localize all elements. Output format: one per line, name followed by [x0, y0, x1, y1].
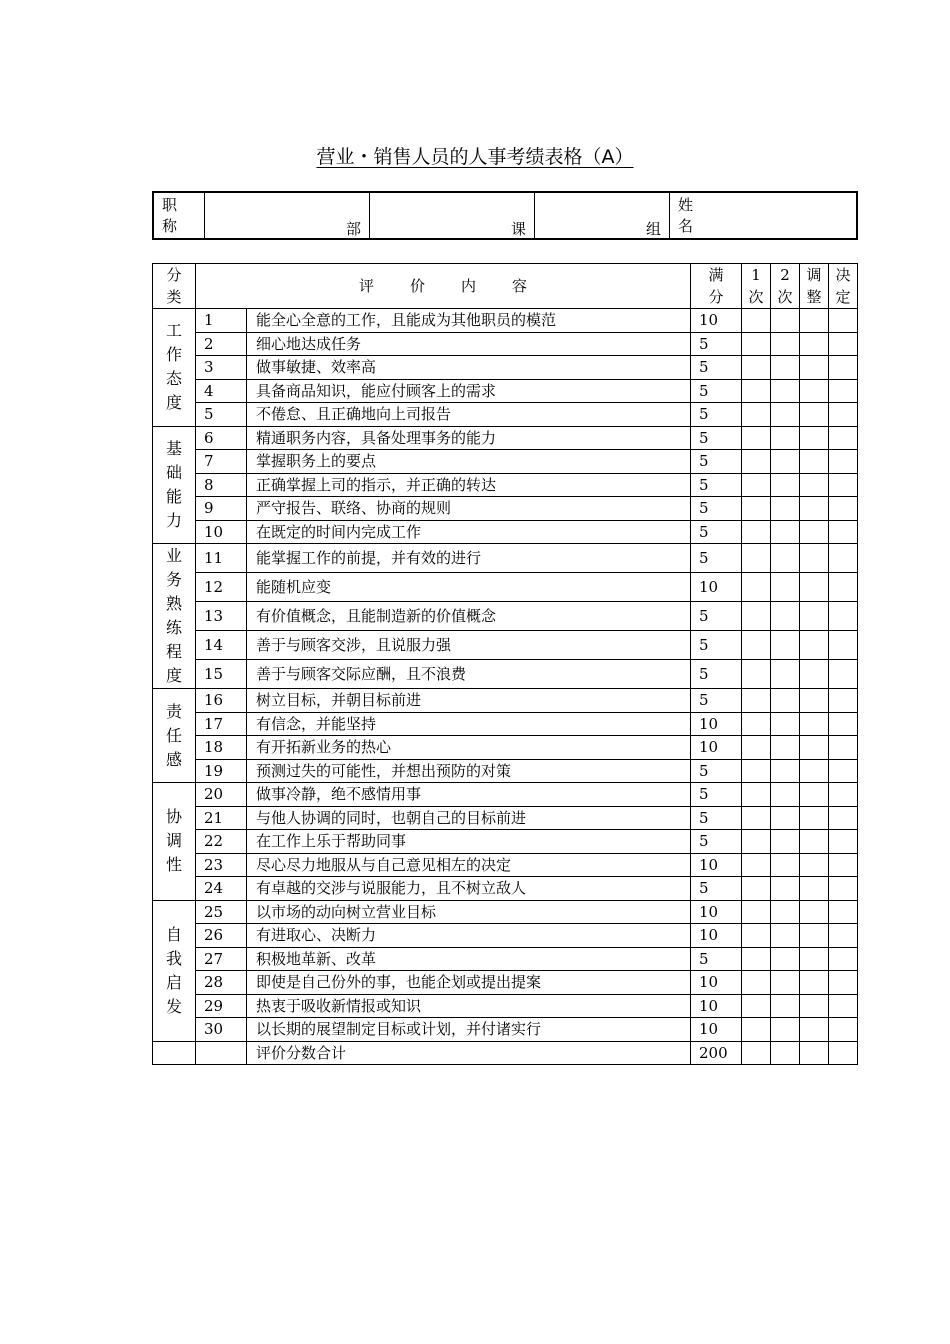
- table-row: [153, 450, 858, 474]
- table-row: [153, 689, 858, 713]
- score-adjust-cell[interactable]: [800, 1018, 829, 1042]
- item-full-score: 5: [691, 689, 742, 713]
- item-number: 20: [196, 783, 247, 807]
- score-first-cell[interactable]: [742, 971, 771, 995]
- category-cell: 基础能力: [153, 426, 196, 544]
- score-adjust-cell[interactable]: [800, 544, 829, 573]
- item-number: 25: [196, 900, 247, 924]
- score-adjust-cell[interactable]: [800, 971, 829, 995]
- item-full-score: 5: [691, 497, 742, 521]
- score-adjust-cell[interactable]: [800, 403, 829, 427]
- score-first-cell[interactable]: [742, 736, 771, 760]
- item-full-score: 5: [691, 473, 742, 497]
- score-adjust-cell[interactable]: [800, 830, 829, 854]
- item-full-score: 5: [691, 783, 742, 807]
- score-second-cell[interactable]: [771, 403, 800, 427]
- item-number: 24: [196, 877, 247, 901]
- employee-info-table: [152, 191, 858, 240]
- category-cell: 业务熟练程度: [153, 544, 196, 689]
- item-text: 有价值概念，且能制造新的价值概念: [247, 602, 691, 631]
- total-adjust-cell[interactable]: [800, 1041, 829, 1065]
- item-full-score: 10: [691, 924, 742, 948]
- score-adjust-cell[interactable]: [800, 900, 829, 924]
- score-first-cell[interactable]: [742, 830, 771, 854]
- score-adjust-cell[interactable]: [800, 520, 829, 544]
- score-first-cell[interactable]: [742, 877, 771, 901]
- score-decide-cell[interactable]: [829, 660, 858, 689]
- item-text: 不倦怠、且正确地向上司报告: [247, 403, 691, 427]
- item-full-score: 5: [691, 544, 742, 573]
- item-text: 善于与顾客交际应酬，且不浪费: [247, 660, 691, 689]
- score-decide-cell[interactable]: [829, 806, 858, 830]
- score-second-cell[interactable]: [771, 971, 800, 995]
- category-cell: 自我启发: [153, 900, 196, 1041]
- item-text: 能全心全意的工作，且能成为其他职员的模范: [247, 309, 691, 333]
- score-second-cell[interactable]: [771, 830, 800, 854]
- score-decide-cell[interactable]: [829, 853, 858, 877]
- table-row: [153, 947, 858, 971]
- score-first-cell[interactable]: [742, 332, 771, 356]
- total-decide-cell[interactable]: [829, 1041, 858, 1065]
- item-text: 尽心尽力地服从与自己意见相左的决定: [247, 853, 691, 877]
- item-number: 23: [196, 853, 247, 877]
- score-first-cell[interactable]: [742, 924, 771, 948]
- item-text: 正确掌握上司的指示，并正确的转达: [247, 473, 691, 497]
- score-decide-cell[interactable]: [829, 783, 858, 807]
- item-full-score: 5: [691, 379, 742, 403]
- score-first-cell[interactable]: [742, 631, 771, 660]
- group-label: 组: [645, 220, 661, 238]
- score-first-cell[interactable]: [742, 426, 771, 450]
- item-number: 12: [196, 573, 247, 602]
- score-second-cell[interactable]: [771, 660, 800, 689]
- score-decide-cell[interactable]: [829, 712, 858, 736]
- total-empty-cell: [153, 1041, 196, 1065]
- item-text: 有开拓新业务的热心: [247, 736, 691, 760]
- table-row: [153, 900, 858, 924]
- score-adjust-cell[interactable]: [800, 473, 829, 497]
- item-number: 6: [196, 426, 247, 450]
- score-adjust-cell[interactable]: [800, 497, 829, 521]
- category-cell: 协调性: [153, 783, 196, 901]
- item-text: 有进取心、决断力: [247, 924, 691, 948]
- item-number: 10: [196, 520, 247, 544]
- item-full-score: 10: [691, 900, 742, 924]
- score-adjust-cell[interactable]: [800, 660, 829, 689]
- name-field[interactable]: [670, 192, 858, 239]
- score-first-cell[interactable]: [742, 602, 771, 631]
- score-second-cell[interactable]: [771, 426, 800, 450]
- table-row: [153, 1018, 858, 1042]
- score-first-cell[interactable]: [742, 356, 771, 380]
- score-second-cell[interactable]: [771, 736, 800, 760]
- score-second-cell[interactable]: [771, 900, 800, 924]
- score-decide-cell[interactable]: [829, 947, 858, 971]
- score-first-cell[interactable]: [742, 403, 771, 427]
- score-first-cell[interactable]: [742, 1018, 771, 1042]
- item-full-score: 5: [691, 877, 742, 901]
- score-first-cell[interactable]: [742, 379, 771, 403]
- item-number: 30: [196, 1018, 247, 1042]
- score-first-cell[interactable]: [742, 473, 771, 497]
- score-decide-cell[interactable]: [829, 602, 858, 631]
- item-text: 细心地达成任务: [247, 332, 691, 356]
- score-adjust-cell[interactable]: [800, 573, 829, 602]
- score-decide-cell[interactable]: [829, 971, 858, 995]
- score-second-cell[interactable]: [771, 712, 800, 736]
- score-decide-cell[interactable]: [829, 497, 858, 521]
- score-first-cell[interactable]: [742, 497, 771, 521]
- item-full-score: 5: [691, 759, 742, 783]
- score-second-cell[interactable]: [771, 631, 800, 660]
- score-decide-cell[interactable]: [829, 1018, 858, 1042]
- item-full-score: 5: [691, 450, 742, 474]
- score-decide-cell[interactable]: [829, 631, 858, 660]
- score-first-cell[interactable]: [742, 660, 771, 689]
- item-text: 以市场的动向树立营业目标: [247, 900, 691, 924]
- score-decide-cell[interactable]: [829, 332, 858, 356]
- score-adjust-cell[interactable]: [800, 994, 829, 1018]
- item-full-score: 10: [691, 971, 742, 995]
- score-second-cell[interactable]: [771, 473, 800, 497]
- category-cell: 责任感: [153, 689, 196, 783]
- item-number: 19: [196, 759, 247, 783]
- score-second-cell[interactable]: [771, 806, 800, 830]
- score-adjust-cell[interactable]: [800, 759, 829, 783]
- table-row: [153, 573, 858, 602]
- score-decide-cell[interactable]: [829, 689, 858, 713]
- table-row: [153, 783, 858, 807]
- score-second-cell[interactable]: [771, 994, 800, 1018]
- score-first-cell[interactable]: [742, 900, 771, 924]
- item-text: 能掌握工作的前提，并有效的进行: [247, 544, 691, 573]
- col-category: 分类: [153, 264, 196, 309]
- evaluation-table: [152, 263, 858, 1065]
- total-row: [153, 1041, 858, 1065]
- total-second-cell[interactable]: [771, 1041, 800, 1065]
- score-second-cell[interactable]: [771, 309, 800, 333]
- score-adjust-cell[interactable]: [800, 426, 829, 450]
- score-second-cell[interactable]: [771, 853, 800, 877]
- item-full-score: 5: [691, 631, 742, 660]
- item-number: 15: [196, 660, 247, 689]
- table-row: [153, 602, 858, 631]
- table-row: [153, 759, 858, 783]
- score-second-cell[interactable]: [771, 947, 800, 971]
- score-second-cell[interactable]: [771, 332, 800, 356]
- score-adjust-cell[interactable]: [800, 712, 829, 736]
- item-full-score: 5: [691, 602, 742, 631]
- total-first-cell[interactable]: [742, 1041, 771, 1065]
- section-label: 课: [510, 220, 526, 238]
- item-full-score: 10: [691, 853, 742, 877]
- table-header-row: [153, 264, 858, 309]
- group-field[interactable]: [535, 192, 670, 239]
- score-decide-cell[interactable]: [829, 924, 858, 948]
- table-row: [153, 426, 858, 450]
- item-number: 27: [196, 947, 247, 971]
- table-row: [153, 520, 858, 544]
- position-label: 职称: [153, 192, 205, 239]
- item-number: 1: [196, 309, 247, 333]
- item-number: 4: [196, 379, 247, 403]
- score-first-cell[interactable]: [742, 759, 771, 783]
- item-full-score: 10: [691, 1018, 742, 1042]
- item-number: 17: [196, 712, 247, 736]
- table-row: [153, 356, 858, 380]
- score-adjust-cell[interactable]: [800, 332, 829, 356]
- item-number: 11: [196, 544, 247, 573]
- item-full-score: 5: [691, 403, 742, 427]
- score-first-cell[interactable]: [742, 689, 771, 713]
- score-decide-cell[interactable]: [829, 736, 858, 760]
- total-empty-cell: [196, 1041, 247, 1065]
- col-first: 1次: [742, 264, 771, 309]
- item-text: 掌握职务上的要点: [247, 450, 691, 474]
- score-second-cell[interactable]: [771, 520, 800, 544]
- page-title: 营业・销售人员的人事考绩表格（A）: [316, 146, 634, 168]
- item-number: 18: [196, 736, 247, 760]
- col-full: 满分: [691, 264, 742, 309]
- item-text: 在工作上乐于帮助同事: [247, 830, 691, 854]
- col-adjust: 调整: [800, 264, 829, 309]
- table-row: [153, 712, 858, 736]
- table-row: [153, 309, 858, 333]
- item-text: 做事敏捷、效率高: [247, 356, 691, 380]
- item-text: 有卓越的交涉与说服能力，且不树立敌人: [247, 877, 691, 901]
- score-adjust-cell[interactable]: [800, 853, 829, 877]
- table-row: [153, 853, 858, 877]
- item-text: 精通职务内容，具备处理事务的能力: [247, 426, 691, 450]
- item-text: 即使是自己份外的事，也能企划或提出提案: [247, 971, 691, 995]
- score-adjust-cell[interactable]: [800, 631, 829, 660]
- item-number: 2: [196, 332, 247, 356]
- table-row: [153, 806, 858, 830]
- table-row: [153, 736, 858, 760]
- table-row: [153, 544, 858, 573]
- item-text: 善于与顾客交涉，且说服力强: [247, 631, 691, 660]
- score-first-cell[interactable]: [742, 712, 771, 736]
- score-second-cell[interactable]: [771, 573, 800, 602]
- score-first-cell[interactable]: [742, 450, 771, 474]
- score-decide-cell[interactable]: [829, 900, 858, 924]
- item-text: 预测过失的可能性，并想出预防的对策: [247, 759, 691, 783]
- score-adjust-cell[interactable]: [800, 379, 829, 403]
- item-number: 16: [196, 689, 247, 713]
- score-second-cell[interactable]: [771, 497, 800, 521]
- item-full-score: 5: [691, 426, 742, 450]
- score-first-cell[interactable]: [742, 947, 771, 971]
- table-row: [153, 877, 858, 901]
- score-decide-cell[interactable]: [829, 379, 858, 403]
- score-adjust-cell[interactable]: [800, 806, 829, 830]
- name-label: 姓名: [678, 195, 694, 235]
- item-number: 3: [196, 356, 247, 380]
- item-number: 7: [196, 450, 247, 474]
- score-first-cell[interactable]: [742, 806, 771, 830]
- score-decide-cell[interactable]: [829, 403, 858, 427]
- item-text: 热衷于吸收新情报或知识: [247, 994, 691, 1018]
- section-field[interactable]: [370, 192, 535, 239]
- score-adjust-cell[interactable]: [800, 924, 829, 948]
- table-row: [153, 830, 858, 854]
- score-decide-cell[interactable]: [829, 450, 858, 474]
- item-text: 做事冷静，绝不感情用事: [247, 783, 691, 807]
- table-row: [153, 403, 858, 427]
- score-second-cell[interactable]: [771, 379, 800, 403]
- col-decide: 决定: [829, 264, 858, 309]
- score-second-cell[interactable]: [771, 602, 800, 631]
- score-first-cell[interactable]: [742, 994, 771, 1018]
- item-text: 有信念，并能坚持: [247, 712, 691, 736]
- score-second-cell[interactable]: [771, 759, 800, 783]
- table-row: [153, 971, 858, 995]
- col-content: 评价内容: [196, 264, 691, 309]
- score-second-cell[interactable]: [771, 783, 800, 807]
- score-decide-cell[interactable]: [829, 544, 858, 573]
- score-second-cell[interactable]: [771, 1018, 800, 1042]
- item-full-score: 10: [691, 994, 742, 1018]
- score-adjust-cell[interactable]: [800, 783, 829, 807]
- table-row: [153, 497, 858, 521]
- table-row: [153, 660, 858, 689]
- item-full-score: 5: [691, 660, 742, 689]
- score-adjust-cell[interactable]: [800, 689, 829, 713]
- item-number: 14: [196, 631, 247, 660]
- score-first-cell[interactable]: [742, 544, 771, 573]
- table-row: [153, 924, 858, 948]
- item-number: 21: [196, 806, 247, 830]
- item-full-score: 5: [691, 806, 742, 830]
- item-text: 以长期的展望制定目标或计划，并付诸实行: [247, 1018, 691, 1042]
- score-decide-cell[interactable]: [829, 473, 858, 497]
- score-first-cell[interactable]: [742, 573, 771, 602]
- item-full-score: 5: [691, 332, 742, 356]
- category-cell: 工作态度: [153, 309, 196, 427]
- score-decide-cell[interactable]: [829, 309, 858, 333]
- item-number: 9: [196, 497, 247, 521]
- item-text: 能随机应变: [247, 573, 691, 602]
- score-adjust-cell[interactable]: [800, 356, 829, 380]
- item-text: 在既定的时间内完成工作: [247, 520, 691, 544]
- score-decide-cell[interactable]: [829, 426, 858, 450]
- table-row: [153, 994, 858, 1018]
- item-text: 具备商品知识，能应付顾客上的需求: [247, 379, 691, 403]
- item-number: 8: [196, 473, 247, 497]
- total-score: 200: [691, 1041, 742, 1065]
- score-second-cell[interactable]: [771, 450, 800, 474]
- score-adjust-cell[interactable]: [800, 309, 829, 333]
- table-row: [153, 379, 858, 403]
- score-decide-cell[interactable]: [829, 356, 858, 380]
- score-decide-cell[interactable]: [829, 520, 858, 544]
- col-second: 2次: [771, 264, 800, 309]
- score-second-cell[interactable]: [771, 924, 800, 948]
- score-decide-cell[interactable]: [829, 573, 858, 602]
- item-text: 树立目标，并朝目标前进: [247, 689, 691, 713]
- item-number: 26: [196, 924, 247, 948]
- item-number: 29: [196, 994, 247, 1018]
- item-full-score: 10: [691, 736, 742, 760]
- score-second-cell[interactable]: [771, 877, 800, 901]
- item-number: 28: [196, 971, 247, 995]
- item-text: 与他人协调的同时，也朝自己的目标前进: [247, 806, 691, 830]
- score-decide-cell[interactable]: [829, 994, 858, 1018]
- table-row: [153, 332, 858, 356]
- item-full-score: 10: [691, 712, 742, 736]
- item-text: 严守报告、联络、协商的规则: [247, 497, 691, 521]
- score-adjust-cell[interactable]: [800, 602, 829, 631]
- table-row: [153, 473, 858, 497]
- score-adjust-cell[interactable]: [800, 877, 829, 901]
- score-first-cell[interactable]: [742, 783, 771, 807]
- item-full-score: 5: [691, 520, 742, 544]
- score-first-cell[interactable]: [742, 853, 771, 877]
- score-first-cell[interactable]: [742, 520, 771, 544]
- dept-label: 部: [345, 220, 361, 238]
- score-decide-cell[interactable]: [829, 877, 858, 901]
- total-label: 评价分数合计: [247, 1041, 691, 1065]
- item-full-score: 10: [691, 573, 742, 602]
- table-row: [153, 631, 858, 660]
- score-first-cell[interactable]: [742, 309, 771, 333]
- item-full-score: 5: [691, 830, 742, 854]
- score-adjust-cell[interactable]: [800, 947, 829, 971]
- item-text: 积极地革新、改革: [247, 947, 691, 971]
- score-second-cell[interactable]: [771, 356, 800, 380]
- item-full-score: 5: [691, 947, 742, 971]
- score-decide-cell[interactable]: [829, 759, 858, 783]
- dept-field[interactable]: [205, 192, 370, 239]
- item-number: 5: [196, 403, 247, 427]
- score-decide-cell[interactable]: [829, 830, 858, 854]
- score-adjust-cell[interactable]: [800, 450, 829, 474]
- score-second-cell[interactable]: [771, 689, 800, 713]
- score-second-cell[interactable]: [771, 544, 800, 573]
- score-adjust-cell[interactable]: [800, 736, 829, 760]
- item-full-score: 10: [691, 309, 742, 333]
- item-number: 22: [196, 830, 247, 854]
- item-full-score: 5: [691, 356, 742, 380]
- item-number: 13: [196, 602, 247, 631]
